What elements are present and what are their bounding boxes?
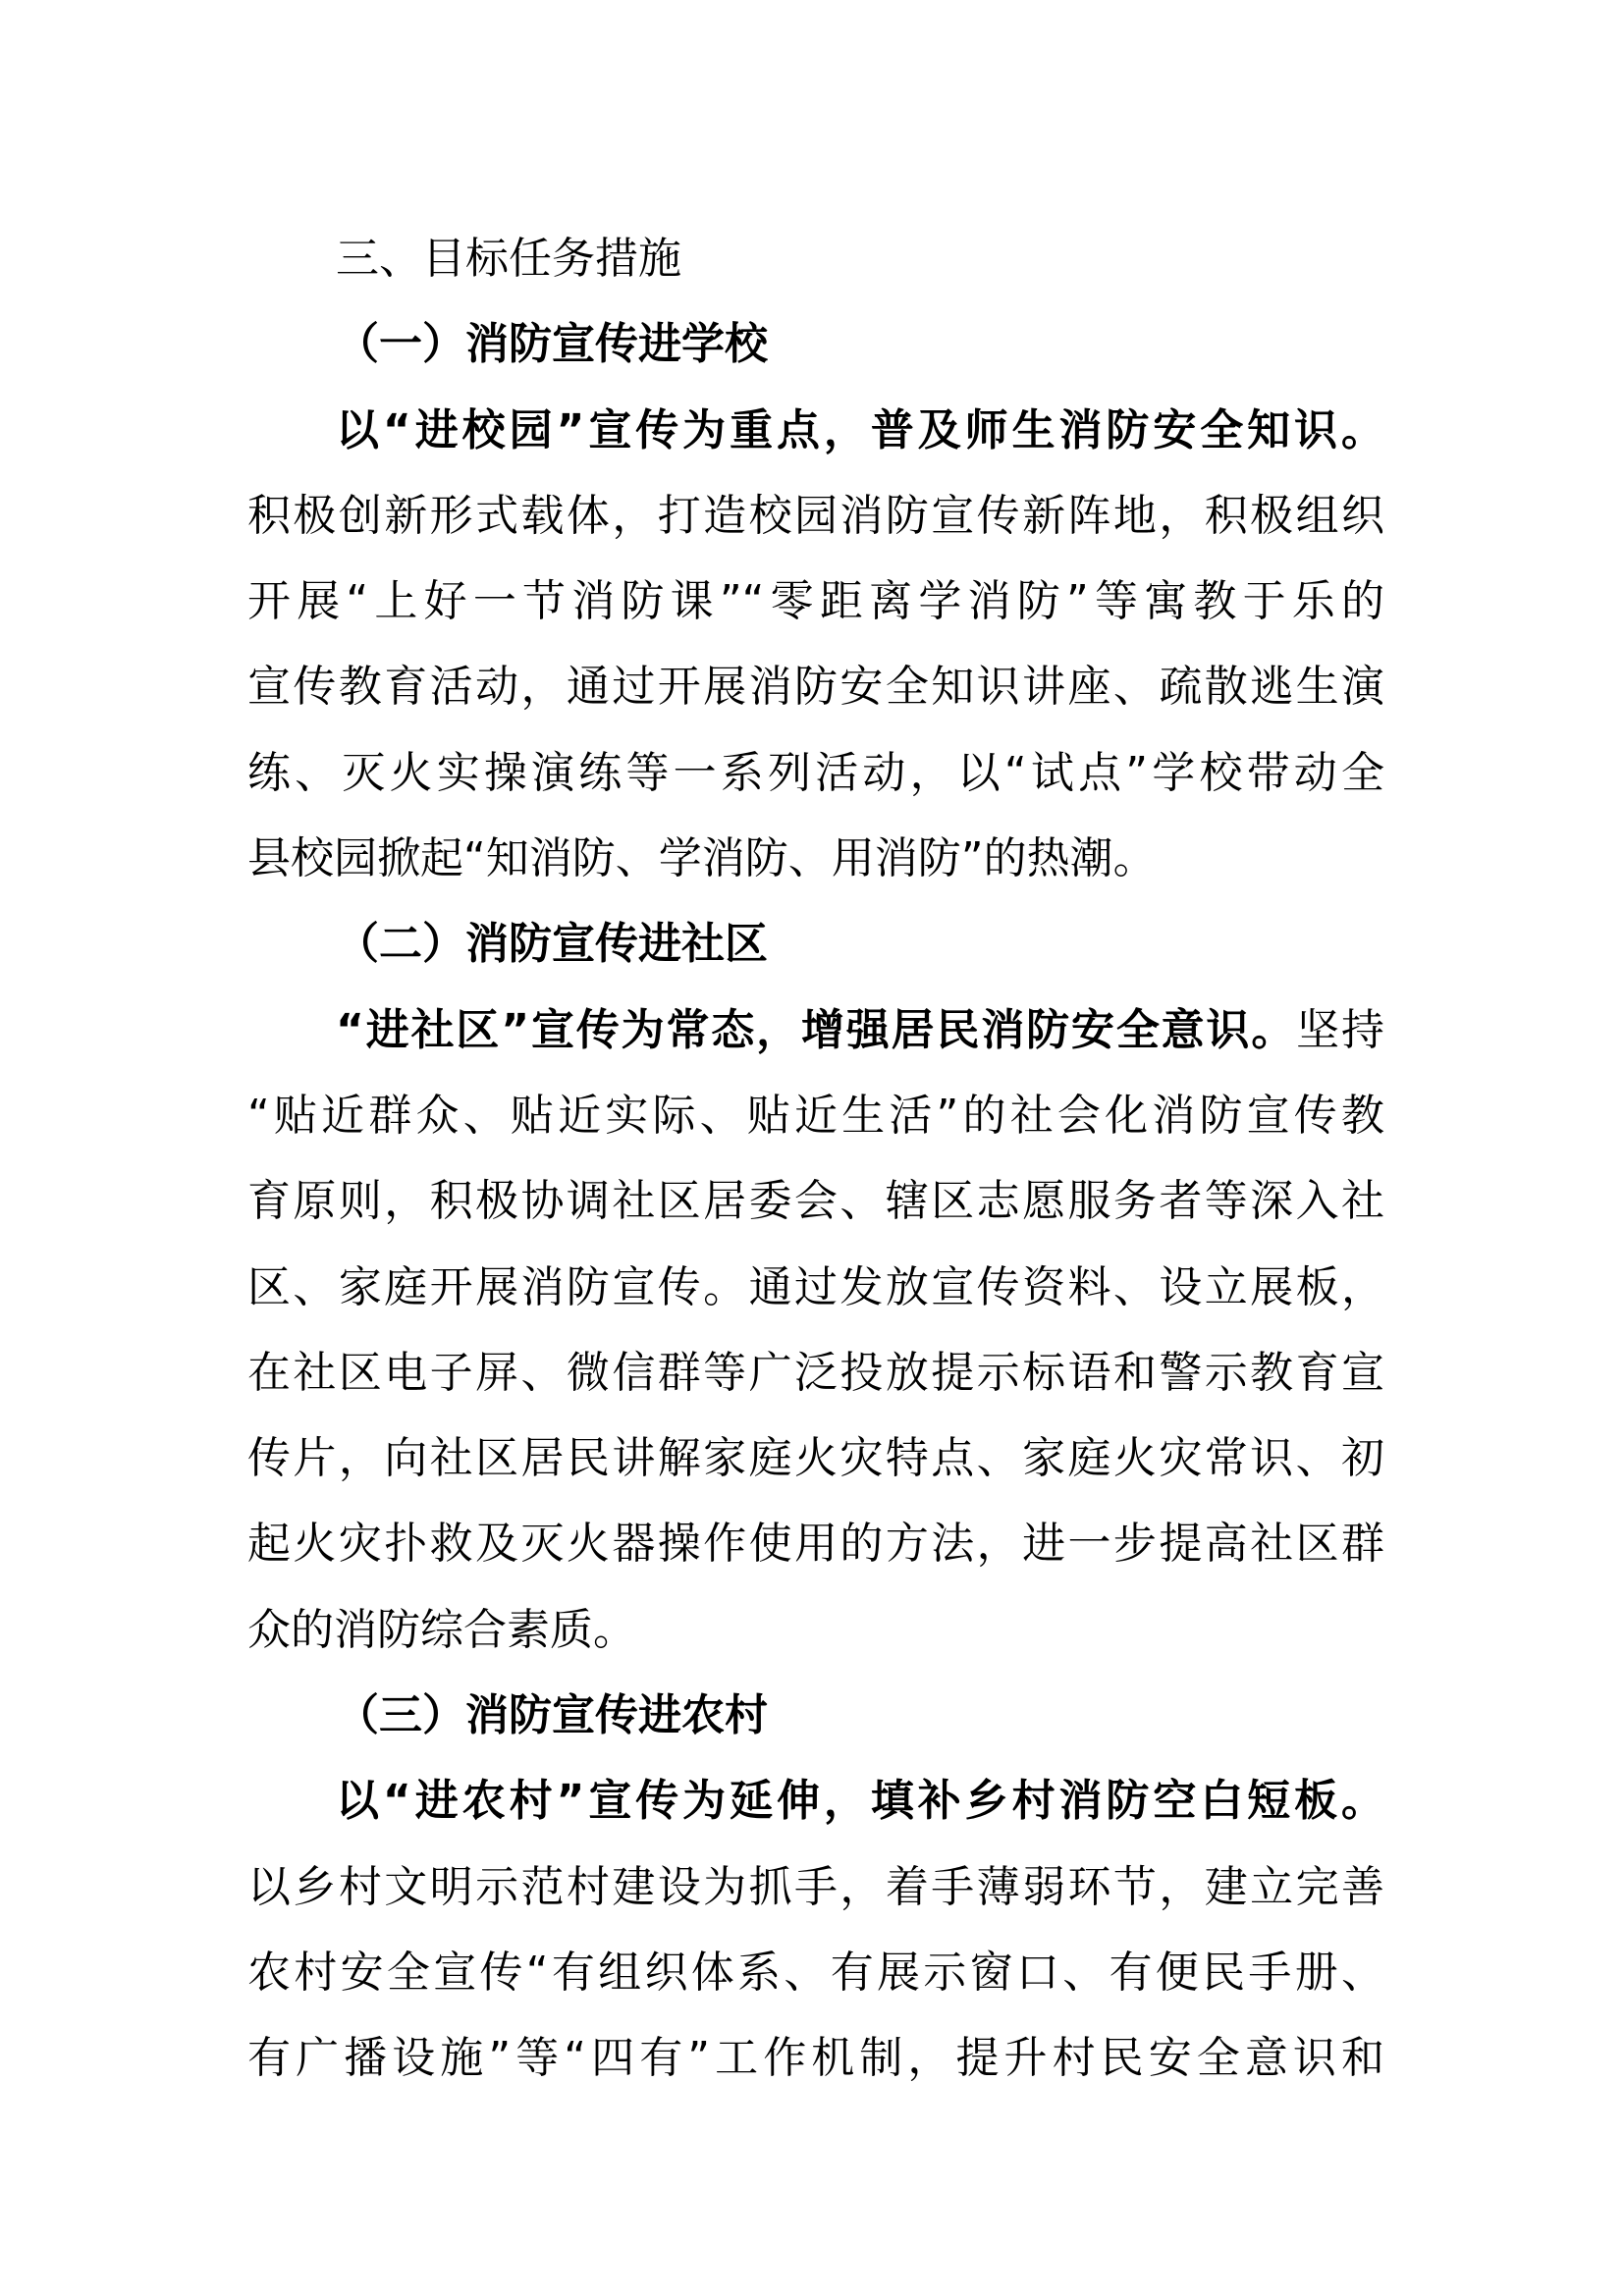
text-line [247,730,1384,816]
text-line [247,473,1384,559]
body-text: 起火灾扑救及灭火器操作使用的方法，进一步提高社区群 [247,1519,1384,1570]
text-line [247,1073,1384,1158]
bold-text: “进社区”宣传为常态，增强居民消防安全意识。 [336,1004,1297,1055]
body-text: “贴近群众、贴近实际、贴近生活”的社会化消防宣传教 [247,1090,1384,1141]
body-text: 农村安全宣传“有组织体系、有展示窗口、有便民手册、 [247,1947,1384,1998]
text-line [247,988,1384,1073]
text-line [247,301,1384,387]
body-text: 传片，向社区居民讲解家庭火灾特点、家庭火灾常识、初 [247,1433,1384,1484]
bold-text: （三）消防宣传进农村 [336,1690,768,1741]
body-text: 宣传教育活动，通过开展消防安全知识讲座、疏散逃生演 [247,662,1384,713]
body-text: 坚持 [1296,1004,1385,1055]
text-line [247,816,1384,901]
text-line [247,1673,1384,1758]
body-text: 在社区电子屏、微信群等广泛投放提示标语和警示教育宣 [247,1347,1384,1398]
text-line [247,1330,1384,1415]
body-text: 积极创新形式载体，打造校园消防宣传新阵地，积极组织 [247,490,1384,541]
text-line [247,901,1384,987]
bold-text: 以“进校园”宣传为重点，普及师生消防安全知识。 [336,404,1384,455]
body-text: 县校园掀起“知消防、学消防、用消防”的热潮。 [247,833,1157,884]
text-line [247,1245,1384,1330]
text-line [247,559,1384,644]
body-text: 众的消防综合素质。 [247,1604,636,1655]
document-body [247,216,1384,2102]
text-line [247,216,1384,301]
text-line [247,2015,1384,2101]
bold-text: 以“进农村”宣传为延伸，填补乡村消防空白短板。 [336,1776,1384,1827]
body-text: 练、灭火实操演练等一系列活动，以“试点”学校带动全 [247,747,1384,798]
bold-text: （一）消防宣传进学校 [336,319,768,370]
text-line [247,1415,1384,1501]
bold-text: （二）消防宣传进社区 [336,919,768,970]
body-text: 区、家庭开展消防宣传。通过发放宣传资料、设立展板， [247,1261,1384,1312]
text-line [247,1758,1384,1843]
text-line [247,1158,1384,1244]
text-line [247,1844,1384,1930]
text-line [247,1587,1384,1673]
body-text: 育原则，积极协调社区居委会、辖区志愿服务者等深入社 [247,1176,1384,1227]
body-text: 以乡村文明示范村建设为抓手，着手薄弱环节，建立完善 [247,1861,1384,1912]
text-line [247,1930,1384,2015]
text-line [247,644,1384,729]
body-text: 有广播设施”等“四有”工作机制，提升村民安全意识和 [247,2033,1384,2084]
text-line [247,388,1384,473]
body-text: 开展“上好一节消防课”“零距离学消防”等寓教于乐的 [247,576,1384,627]
body-text: 三、目标任务措施 [336,234,681,284]
text-line [247,1501,1384,1586]
